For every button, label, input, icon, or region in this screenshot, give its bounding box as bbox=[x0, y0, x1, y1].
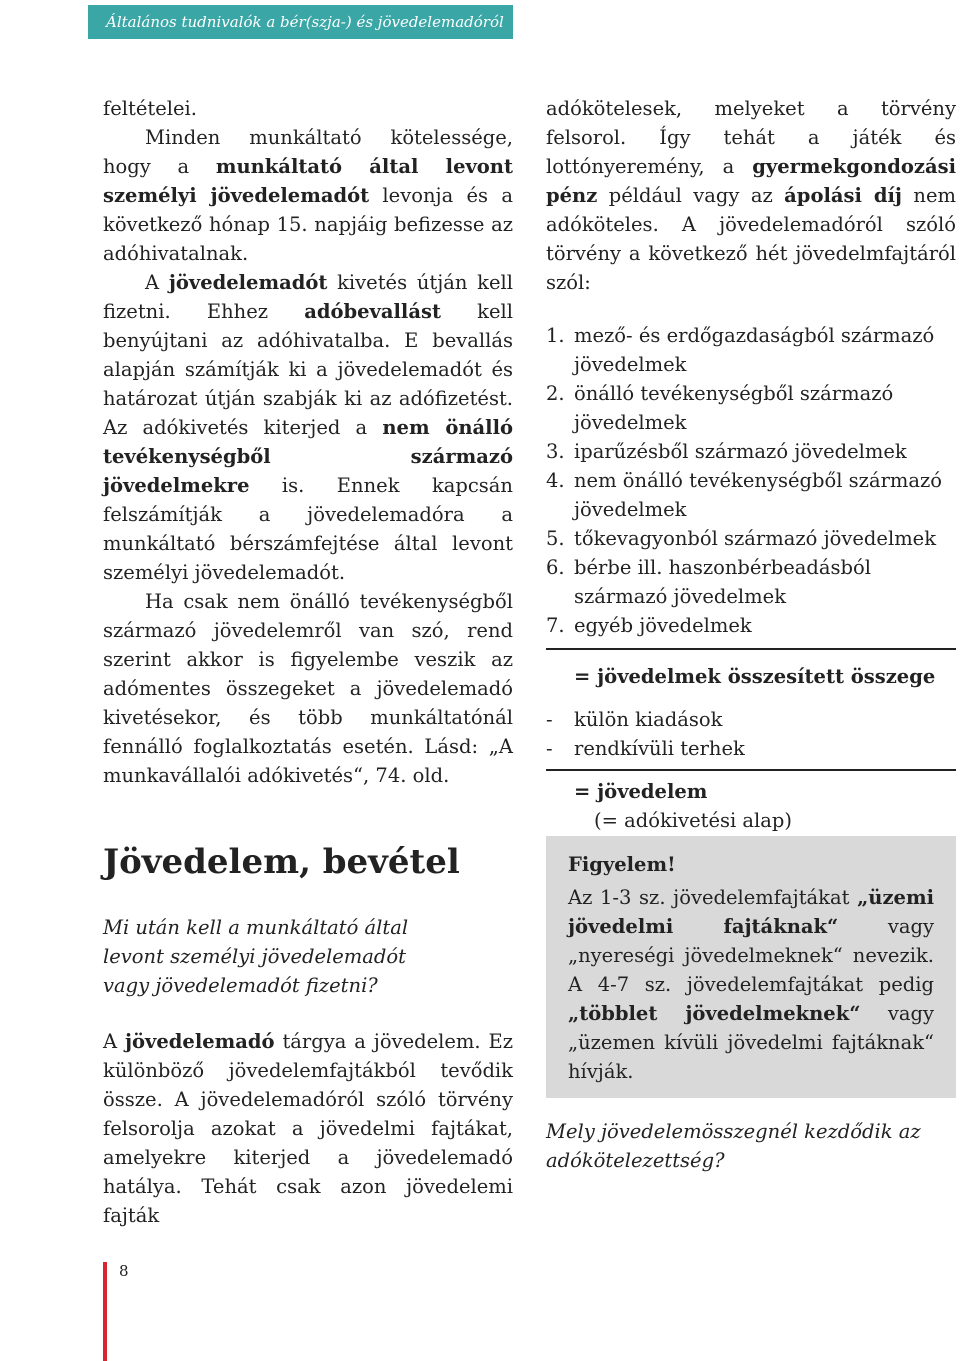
deduction-text: rendkívüli terhek bbox=[574, 737, 745, 760]
income-type-num: 5. bbox=[546, 527, 565, 550]
bold-run: adóbevallást bbox=[304, 300, 441, 323]
left-paragraph-2 bbox=[103, 123, 513, 268]
deduction-dash: - bbox=[546, 737, 553, 760]
bold-run: jövedelemadót bbox=[168, 271, 328, 294]
deduction-dash: - bbox=[546, 708, 553, 731]
text-run: vagy „üzemen kívüli jövedelmi fajtáknak“ hívják. bbox=[568, 1002, 934, 1083]
income-type-num: 6. bbox=[546, 556, 565, 579]
income-type-num: 1. bbox=[546, 324, 565, 347]
income-type-item bbox=[546, 321, 956, 379]
bold-run: ápolási díj bbox=[784, 184, 902, 207]
income-types-list bbox=[546, 321, 956, 640]
notice-box bbox=[546, 836, 956, 1098]
income-type-item bbox=[546, 437, 956, 466]
income-type-text: bérbe ill. haszonbérbeadásból származó jövedelmek bbox=[574, 556, 872, 608]
text-run: nem adóköteles. A jövedelemadóról szóló törvény a következő hét jövedelmfajtáról szól: bbox=[546, 184, 956, 294]
notice-body bbox=[568, 883, 934, 1086]
bold-run: „többlet jövedelmeknek“ bbox=[568, 1002, 861, 1025]
right-intro bbox=[546, 94, 956, 297]
left-paragraph-1: feltételei. bbox=[103, 97, 197, 120]
result-block bbox=[546, 771, 956, 835]
section-body bbox=[103, 1027, 513, 1230]
page-marker-bar bbox=[103, 1262, 107, 1361]
income-type-text: nem önálló tevékenységből származó jövedelmek bbox=[574, 469, 943, 521]
result-label: = jövedelem bbox=[574, 780, 708, 803]
bold-run: nem önálló tevékenységből származó jövedelmekre bbox=[103, 416, 514, 497]
bold-run: gyermekgondozási pénz bbox=[546, 155, 956, 207]
income-type-num: 2. bbox=[546, 382, 565, 405]
bold-run: „üzemi jövedelmi fajtáknak“ bbox=[568, 886, 934, 938]
income-type-text: iparűzésből származó jövedelmek bbox=[574, 440, 907, 463]
text-run: kell benyújtani az adóhivatalba. E bevallás alapján számítják ki a jövedelemadót és határozat útján szabják ki az adófizetést. Az adókivetés kiterjed a bbox=[103, 300, 514, 439]
text-run: kivetés útján kell fizetni. Ehhez bbox=[103, 271, 514, 323]
income-type-item bbox=[546, 553, 956, 611]
text-run: is. Ennek kapcsán felszámítják a jövedelemadóra a munkáltató bérszámfejtése által levont személyi jövedelemadót. bbox=[103, 474, 513, 584]
text-run: A bbox=[103, 1030, 125, 1053]
income-type-num: 4. bbox=[546, 469, 565, 492]
left-column bbox=[103, 94, 513, 790]
header-title: Általános tudnivalók a bér(szja-) és jövedelemadóról bbox=[106, 13, 504, 31]
text-run: levonja és a következő hónap 15. napjáig befizesse az adóhivatalnak. bbox=[103, 184, 513, 265]
bold-run: jövedelemadó bbox=[124, 1030, 275, 1053]
left-paragraph-3 bbox=[103, 268, 513, 587]
section-body-wrap bbox=[103, 1027, 513, 1230]
income-type-text: mező- és erdőgazdaságból származó jövedelmek bbox=[574, 324, 935, 376]
deduction-text: külön kiadások bbox=[574, 708, 723, 731]
sum-label: = jövedelmek összesített összege bbox=[574, 665, 936, 688]
income-type-num: 7. bbox=[546, 614, 565, 637]
section-heading: Jövedelem, bevétel bbox=[103, 842, 460, 882]
text-run: Az 1-3 sz. jövedelemfajtákat bbox=[568, 886, 858, 909]
text-run: vagy „nyereségi jövedelmeknek“ nevezik. A 4-7 sz. jövedelemfajtákat pedig bbox=[568, 915, 934, 996]
income-type-item bbox=[546, 379, 956, 437]
right-column bbox=[546, 94, 956, 835]
income-type-text: egyéb jövedelmek bbox=[574, 614, 752, 637]
result-sub: (= adókivetési alap) bbox=[594, 809, 792, 832]
deduction-item bbox=[546, 705, 956, 734]
income-type-num: 3. bbox=[546, 440, 565, 463]
deduction-item bbox=[546, 734, 956, 763]
text-run: adókötelesek, melyeket a törvény felsorol. Így tehát a játék és lottónyeremény, a bbox=[546, 97, 956, 178]
text-run: tárgya a jövedelem. Ez különböző jövedelemfajtákból tevődik össze. A jövedelemadóról szóló törvény felsorolja azokat a jövedelmi fajtákat, amelyekre kiterjed a jövedelemadó hatálya. Tehát csak azon jövedelemi fajták bbox=[103, 1030, 514, 1227]
text-run: A bbox=[145, 271, 169, 294]
deductions-list bbox=[546, 705, 956, 763]
income-type-item bbox=[546, 524, 956, 553]
bold-run: munkáltató által levont személyi jövedelemadót bbox=[103, 155, 513, 207]
income-type-item bbox=[546, 611, 956, 640]
income-type-text: önálló tevékenységből származó jövedelmek bbox=[574, 382, 894, 434]
section-question: Mi után kell a munkáltató által levont személyi jövedelemadót vagy jövedelemadót fizetni? bbox=[103, 916, 409, 997]
notice-title: Figyelem! bbox=[568, 853, 676, 876]
text-run: például vagy az bbox=[597, 184, 785, 207]
header-band bbox=[88, 5, 513, 39]
left-paragraph-4: Ha csak nem önálló tevékenységből származó jövedelemről van szó, rend szerint akkor is figyelembe veszik az adómentes összegeket a jövedelemadó kivetésekor, és több munkáltatónál fennálló foglalkoztatás esetén. Lásd: „A munkavállalói adókivetés“, 74. old. bbox=[103, 590, 513, 787]
page-number: 8 bbox=[119, 1262, 129, 1280]
income-type-item bbox=[546, 466, 956, 524]
income-type-text: tőkevagyonból származó jövedelmek bbox=[574, 527, 937, 550]
text-run: Minden munkáltató kötelessége, hogy a bbox=[103, 126, 513, 178]
bottom-question: Mely jövedelemösszegnél kezdődik az adókötelezettség? bbox=[546, 1120, 921, 1172]
